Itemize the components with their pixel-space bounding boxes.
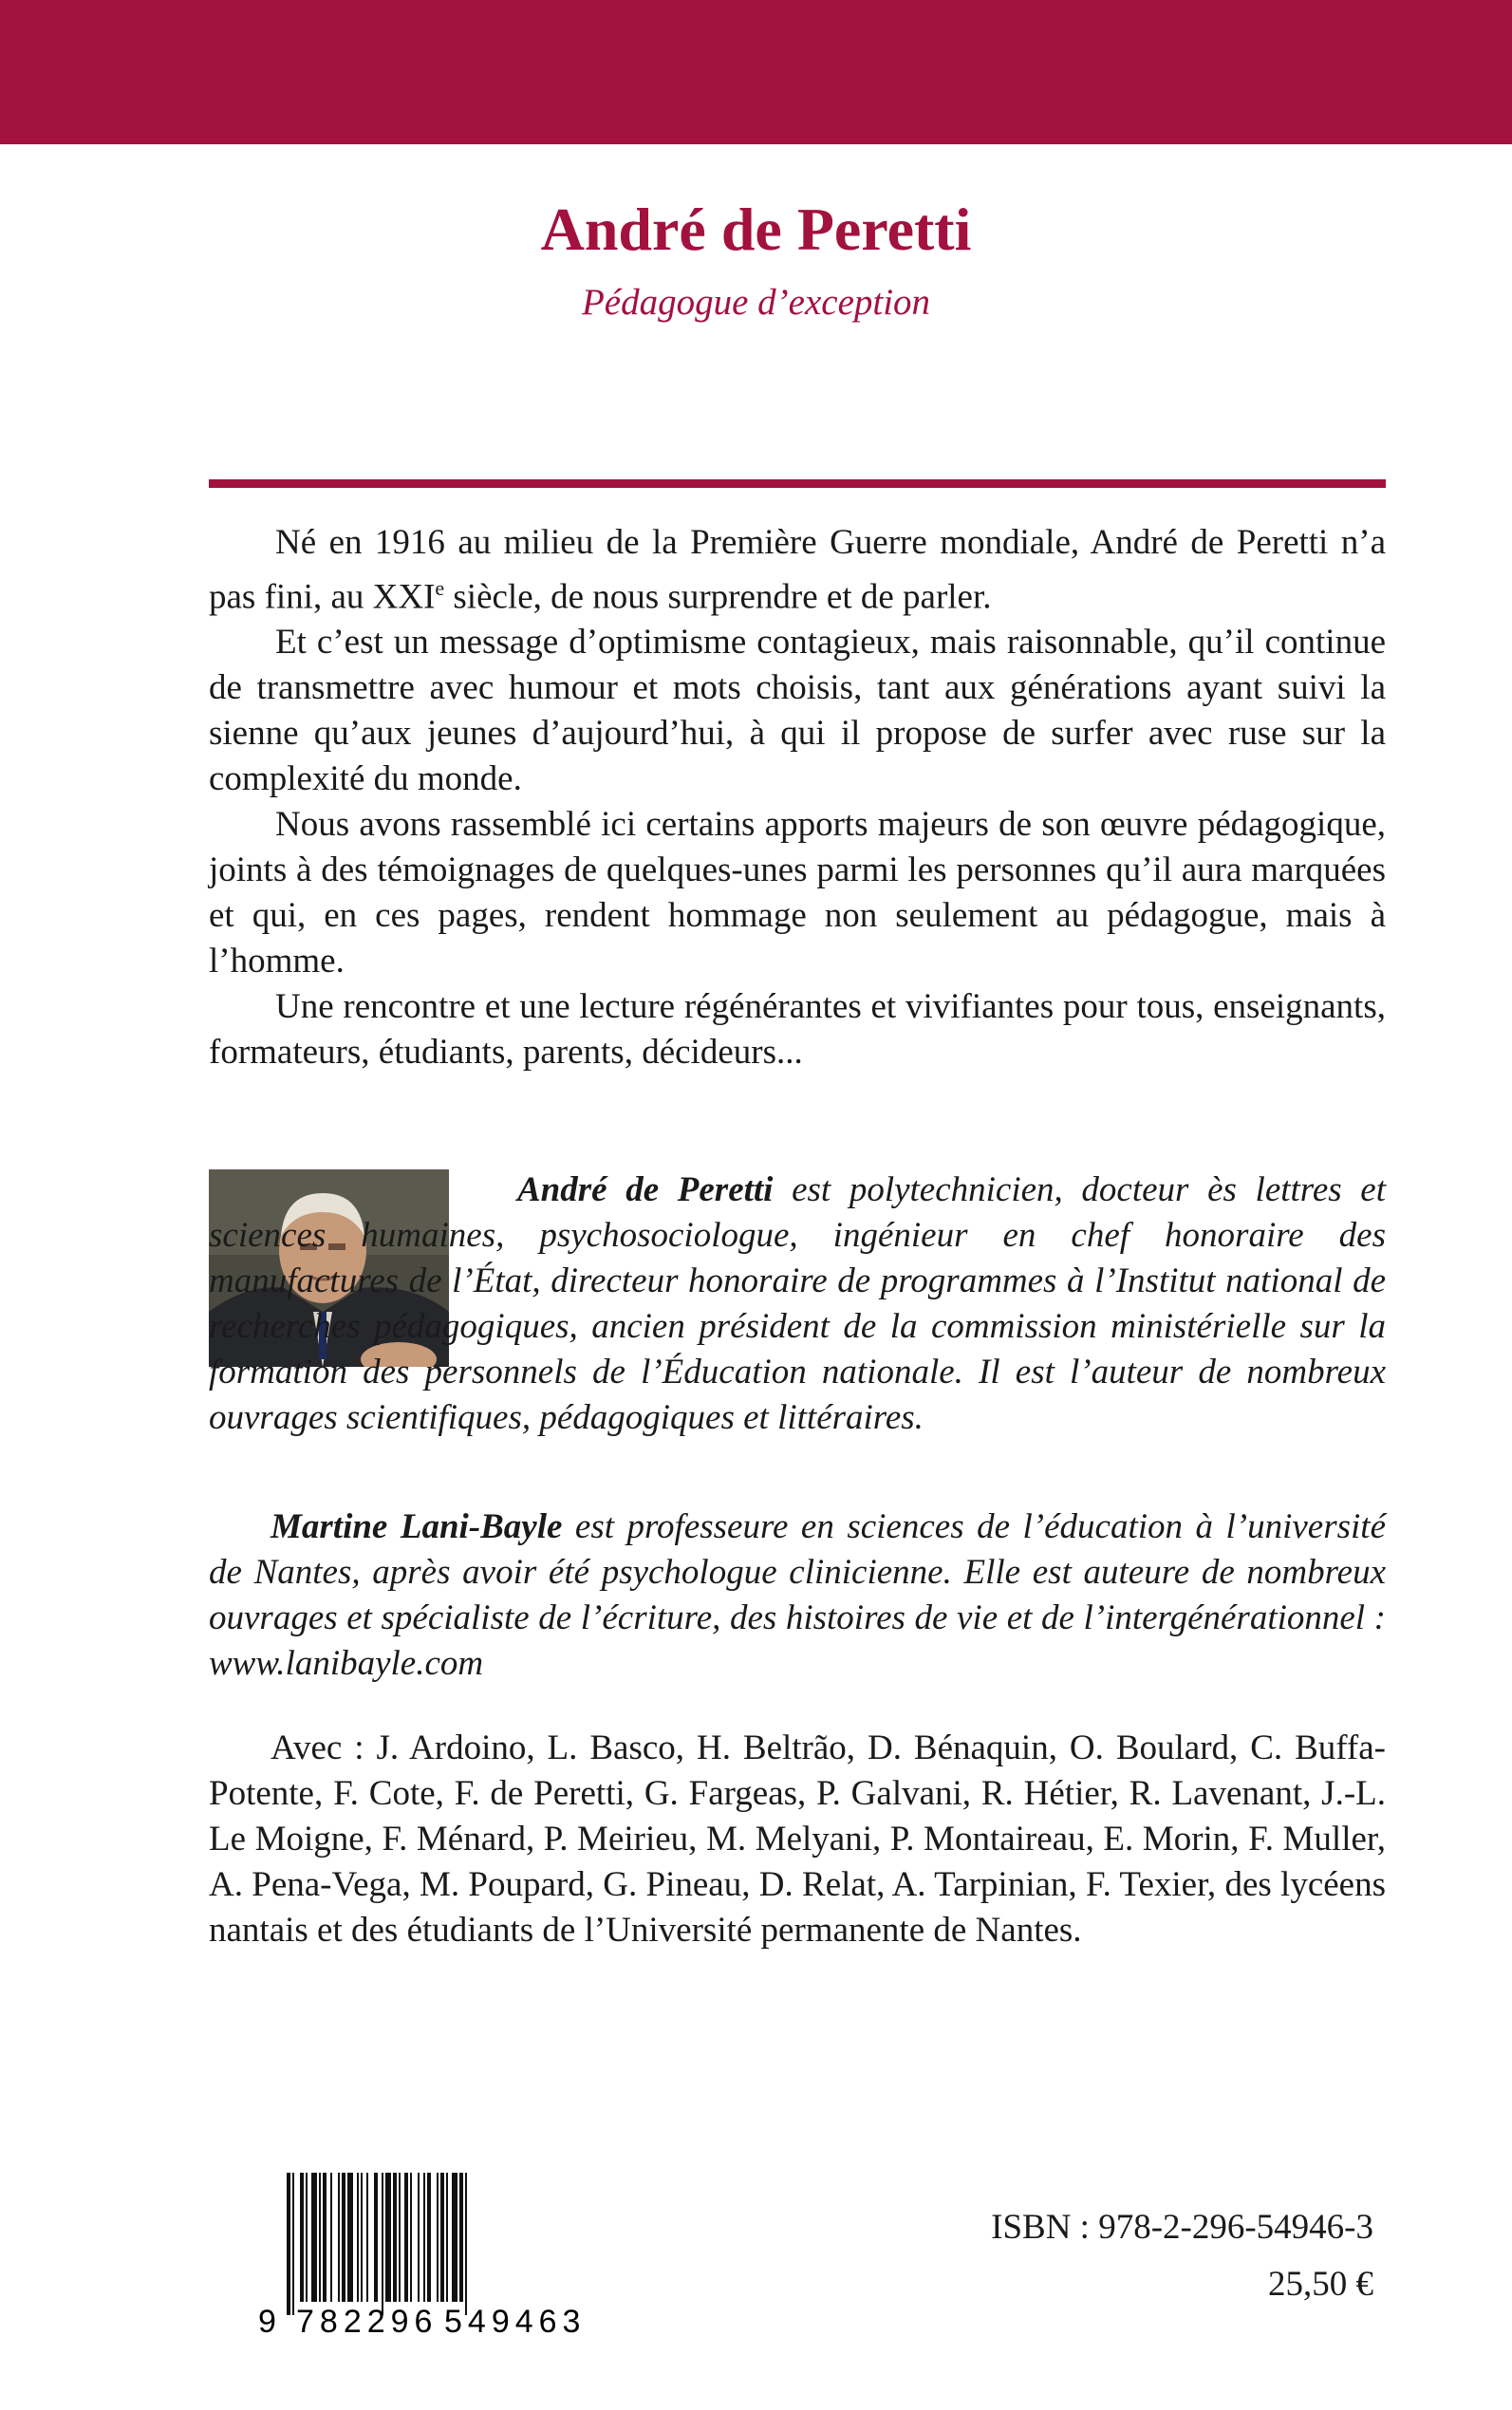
book-subtitle: Pédagogue d’exception — [581, 282, 931, 323]
bio-lani-bayle-paragraph — [209, 1504, 1386, 1687]
bio-peretti-paragraph — [209, 1168, 1386, 1441]
book-title: André de Peretti — [540, 196, 972, 263]
price: 25,50 € — [1268, 2265, 1373, 2304]
barcode-bar — [374, 2173, 378, 2302]
bio-lani-bayle-text: est professeure en sciences de l’éducation à l’université de Nantes, après avoir été psychologue clinicienne. Elle est auteure de nombreux ouvrages et spécialiste de l’écriture, des histoires de vie et de l’intergénérationnel : www.lanibayle.com — [209, 1507, 1386, 1683]
bio-peretti — [209, 1168, 1386, 1441]
barcode-bar — [311, 2173, 317, 2302]
isbn-barcode — [256, 2169, 598, 2340]
barcode-bar — [306, 2173, 308, 2302]
barcode-bar — [404, 2173, 408, 2302]
barcode-graphic — [256, 2169, 598, 2340]
intro-p1-part-b: siècle, de nous surprendre et de parler. — [444, 577, 992, 617]
barcode-bar — [399, 2173, 401, 2302]
barcode-bar — [385, 2173, 391, 2302]
barcode-bar — [465, 2173, 467, 2315]
barcode-digit-first: 9 — [258, 2304, 276, 2340]
intro-text — [209, 520, 1386, 1075]
barcode-bar — [330, 2173, 332, 2302]
intro-paragraph-1 — [209, 520, 1386, 620]
barcode-bar — [410, 2173, 412, 2302]
bio-lani-bayle-name: Martine Lani-Bayle — [271, 1507, 563, 1546]
contributors-block — [209, 1726, 1386, 1953]
barcode-bar — [319, 2173, 321, 2302]
barcode-bar — [287, 2173, 290, 2315]
bio-lani-bayle — [209, 1504, 1386, 1687]
divider-rule — [209, 479, 1386, 488]
barcode-bar — [393, 2173, 397, 2302]
barcode-bar — [440, 2173, 444, 2302]
barcode-bar — [437, 2173, 439, 2302]
barcode-bar — [382, 2173, 383, 2315]
barcode-digits-group-2: 549463 — [444, 2304, 587, 2340]
intro-paragraph-4: Une rencontre et une lecture régénérantes et vivifiantes pour tous, enseignants, formateurs, étudiants, parents, décideurs... — [209, 987, 1386, 1073]
barcode-bar — [292, 2173, 294, 2315]
contributors-list: Avec : J. Ardoino, L. Basco, H. Beltrão, D. Bénaquin, O. Boulard, C. Buffa-Potente, F. Cote, F. de Peretti, G. Fargeas, P. Galvani, R. Hétier, R. Lavenant, J.-L. Le Moigne, F. Ménard, P. Meirieu, M. Melyani, P. Montaireau, E. Morin, F. Muller, A. Pena-Vega, M. Poupard, G. Pineau, D. Relat, A. Tarpinian, F. Texier, des lycéens nantais et des étudiants de l’Université permanente de Nantes. — [209, 1728, 1386, 1950]
barcode-bar — [452, 2173, 457, 2302]
barcode-bar — [446, 2173, 448, 2302]
barcode-bar — [347, 2173, 353, 2302]
bio-peretti-text: est polytechnicien, docteur ès lettres et sciences humaines, psychosociologue, ingénieur en chef honoraire des manufactures de l’État, directeur honoraire de programmes à l’Institut national de recherches pédagogiques, ancien président de la commission ministérielle sur la formation des personnels de l’Éducation nationale. Il est l’auteur de nombreux ouvrages scientifiques, pédagogiques et littéraires. — [209, 1170, 1386, 1437]
intro-paragraph-3: Nous avons rassemblé ici certains apports majeurs de son œuvre pédagogique, joints à des témoignages de quelques-unes parmi les personnes qu’il aura marquées et qui, en ces pages, rendent hommage non seulement au pédagogue, mais à l’homme. — [209, 805, 1386, 981]
barcode-bar — [459, 2173, 463, 2302]
intro-p1-part-a: Né en 1916 au milieu de la Première Guerre mondiale, André de Peretti n’a pas fini, au XXI — [209, 523, 1386, 617]
barcode-bar — [418, 2173, 420, 2302]
barcode-bar — [361, 2173, 363, 2302]
barcode-bar — [342, 2173, 345, 2302]
century-superscript: e — [435, 576, 445, 600]
barcode-bar — [338, 2173, 340, 2302]
barcode-bar — [357, 2173, 359, 2302]
barcode-bar — [366, 2173, 368, 2302]
barcode-bar — [427, 2173, 431, 2302]
top-color-band — [0, 0, 1512, 144]
barcode-bar — [323, 2173, 327, 2302]
bio-peretti-name: André de Peretti — [517, 1170, 774, 1209]
barcode-digits-group-1: 782296 — [296, 2304, 439, 2340]
isbn-number: ISBN : 978-2-296-54946-3 — [991, 2208, 1373, 2247]
barcode-bar — [423, 2173, 425, 2302]
intro-paragraph-2: Et c’est un message d’optimisme contagieux, mais raisonnable, qu’il continue de transmettre avec humour et mots choisis, tant aux générations ayant suivi la sienne qu’aux jeunes d’aujourd’hui, à qui il propose de surfer avec ruse sur la complexité du monde. — [209, 623, 1386, 799]
barcode-bar — [300, 2173, 304, 2302]
